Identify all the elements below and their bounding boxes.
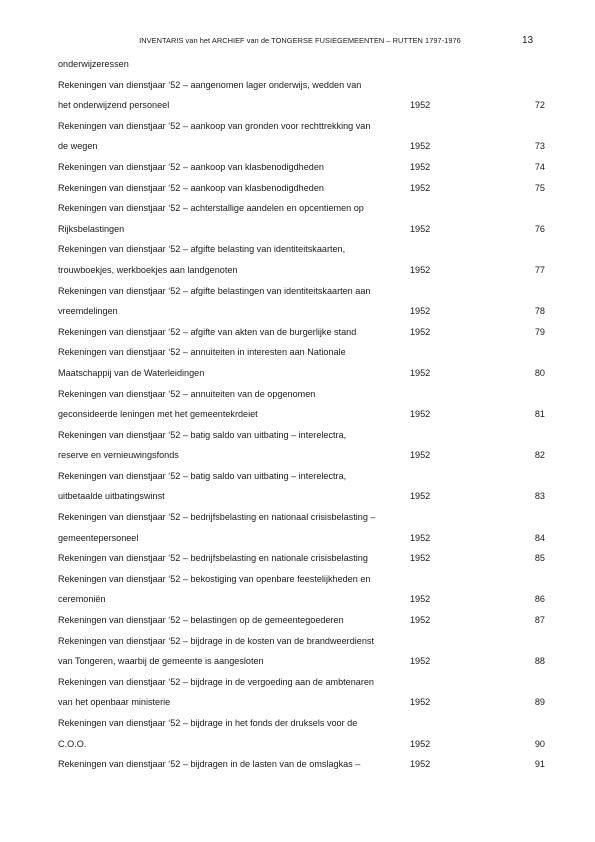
entry-description: Rekeningen van dienstjaar ‘52 – bijdrage in het fonds der druksels voor de — [58, 718, 358, 728]
entry-description: Rekeningen van dienstjaar ‘52 – batig saldo van uitbating – interelectra, — [58, 470, 347, 481]
entry-description: Rekeningen van dienstjaar ‘52 – bijdragen in de lasten van de omslagkas – — [58, 759, 361, 770]
inventory-line — [0, 672, 595, 693]
inventory-line — [0, 342, 595, 363]
inventory-line — [0, 404, 595, 425]
page-header — [0, 36, 595, 48]
inventory-line — [0, 95, 595, 116]
entry-year: 1952 — [410, 532, 431, 543]
inventory-line — [0, 734, 595, 755]
inventory-line — [0, 219, 595, 240]
inventory-line — [0, 136, 595, 157]
inventory-line — [0, 631, 595, 652]
inventory-line — [0, 754, 595, 775]
entry-year: 1952 — [410, 697, 431, 708]
entry-year: 1952 — [410, 738, 431, 749]
entry-year: 1952 — [410, 759, 431, 770]
entry-description: geconsideerde leningen met het gemeentekrdeiet — [58, 409, 258, 420]
entry-inventory-number: 81 — [534, 409, 545, 420]
entry-year: 1952 — [410, 656, 431, 667]
entry-description: van Tongeren, waarbij de gemeente is aangesloten — [58, 656, 264, 667]
entry-description: Rekeningen van dienstjaar ‘52 – aankoop van klasbenodigdheden — [58, 161, 324, 172]
entry-year: 1952 — [410, 100, 431, 111]
entry-inventory-number: 78 — [534, 306, 545, 317]
entry-description: Maatschappij van de Waterleidingen — [58, 367, 205, 378]
entry-inventory-number: 89 — [534, 697, 545, 708]
inventory-line — [0, 363, 595, 384]
inventory-line — [0, 322, 595, 343]
entry-description: Rekeningen van dienstjaar ‘52 – afgifte belasting van identiteitskaarten, — [58, 244, 346, 255]
entry-inventory-number: 84 — [534, 532, 545, 543]
entry-description: C.O.O. — [58, 738, 87, 749]
entry-description: Rekeningen van dienstjaar ‘52 – belastingen op de gemeentegoederen — [58, 615, 344, 626]
entry-year: 1952 — [410, 306, 431, 317]
entry-inventory-number: 87 — [534, 615, 545, 626]
page-number: 13 — [522, 35, 534, 46]
entry-description: Rekeningen van dienstjaar ‘52 – batig saldo van uitbating – interelectra, — [58, 429, 347, 440]
entry-description: Rekeningen van dienstjaar ‘52 – afgifte van akten van de burgerlijke stand — [58, 326, 357, 337]
entry-inventory-number: 83 — [534, 491, 545, 502]
entry-year: 1952 — [410, 141, 431, 152]
entry-description: van het openbaar ministerie — [58, 697, 171, 708]
inventory-line — [0, 610, 595, 631]
entry-description: uitbetaalde uitbatingswinst — [58, 491, 165, 502]
entry-description: het onderwijzend personeel — [58, 100, 170, 111]
inventory-line — [0, 425, 595, 446]
entry-description: gemeentepersoneel — [58, 532, 139, 543]
entry-year: 1952 — [410, 367, 431, 378]
entry-description: Rekeningen van dienstjaar ‘52 – bijdrage in de vergoeding aan de ambtenaren — [58, 676, 374, 687]
inventory-line — [0, 260, 595, 281]
entry-description: Rekeningen van dienstjaar ‘52 – bedrijfsbelasting en nationale crisisbelasting — [58, 553, 368, 564]
inventory-line — [0, 157, 595, 178]
entry-year: 1952 — [410, 594, 431, 605]
entry-inventory-number: 76 — [534, 223, 545, 234]
entry-year: 1952 — [410, 223, 431, 234]
entry-description: Rekeningen van dienstjaar ‘52 – achterstallige aandelen en opcentiemen op — [58, 203, 364, 214]
entry-description: reserve en vernieuwingsfonds — [58, 450, 179, 461]
entry-inventory-number: 85 — [534, 553, 545, 564]
inventory-line — [0, 281, 595, 302]
entry-year: 1952 — [410, 409, 431, 420]
entry-description: vreemdelingen — [58, 306, 118, 317]
inventory-line — [0, 116, 595, 137]
entry-description: Rekeningen van dienstjaar ‘52 – annuiteiten in interesten aan Nationale — [58, 347, 346, 358]
entry-description: trouwboekjes, werkboekjes aan landgenoten — [58, 264, 238, 275]
entry-description: Rekeningen van dienstjaar ‘52 – bedrijfsbelasting en nationaal crisisbelasting – — [58, 512, 376, 523]
entry-description: onderwijzeressen — [58, 59, 129, 69]
entry-description: Rekeningen van dienstjaar ‘52 – aankoop van gronden voor rechttrekking van — [58, 120, 371, 131]
inventory-line — [0, 384, 595, 405]
entry-year: 1952 — [410, 553, 431, 564]
entry-description: Rekeningen van dienstjaar ‘52 – annuiteiten van de opgenomen — [58, 388, 316, 399]
entry-inventory-number: 79 — [534, 326, 545, 337]
entry-year: 1952 — [410, 326, 431, 337]
entry-inventory-number: 88 — [534, 656, 545, 667]
entry-description: ceremoniën — [58, 594, 106, 605]
inventory-line — [0, 486, 595, 507]
entry-description: Rekeningen van dienstjaar ‘52 – bekostiging van openbare feestelijkheden en — [58, 573, 371, 584]
entry-year: 1952 — [410, 450, 431, 461]
entry-year: 1952 — [410, 264, 431, 275]
inventory-line — [0, 589, 595, 610]
inventory-line — [0, 713, 595, 734]
entry-description: de wegen — [58, 141, 98, 152]
entry-description: Rekeningen van dienstjaar ‘52 – bijdrage in de kosten van de brandweerdienst — [58, 635, 374, 646]
inventory-line — [0, 651, 595, 672]
inventory-line — [0, 178, 595, 199]
entry-description: Rekeningen van dienstjaar ‘52 – aangenomen lager onderwijs, wedden van — [58, 79, 362, 90]
entry-inventory-number: 73 — [534, 141, 545, 152]
entry-year: 1952 — [410, 491, 431, 502]
entry-year: 1952 — [410, 161, 431, 172]
inventory-line — [0, 548, 595, 569]
inventory-line — [0, 569, 595, 590]
entry-description: Rekeningen van dienstjaar ‘52 – afgifte belastingen van identiteitskaarten aan — [58, 285, 371, 296]
running-header-title: INVENTARIS van het ARCHIEF van de TONGERSE FUSIEGEMEENTEN – RUTTEN 1797-1976 — [139, 36, 461, 45]
inventory-line — [0, 692, 595, 713]
entry-inventory-number: 74 — [534, 161, 545, 172]
entry-year: 1952 — [410, 615, 431, 626]
entry-inventory-number: 75 — [534, 182, 545, 193]
entry-inventory-number: 90 — [534, 738, 545, 749]
entry-inventory-number: 72 — [534, 100, 545, 111]
entry-year: 1952 — [410, 182, 431, 193]
inventory-line — [0, 75, 595, 96]
inventory-line — [0, 301, 595, 322]
inventory-line — [0, 54, 595, 75]
inventory-line — [0, 507, 595, 528]
entry-description: Rijksbelastingen — [58, 223, 125, 234]
inventory-entry-list — [0, 54, 595, 775]
entry-inventory-number: 80 — [534, 367, 545, 378]
entry-description: Rekeningen van dienstjaar ‘52 – aankoop van klasbenodigdheden — [58, 182, 324, 193]
entry-inventory-number: 91 — [534, 759, 545, 770]
entry-inventory-number: 86 — [534, 594, 545, 605]
inventory-line — [0, 528, 595, 549]
inventory-line — [0, 445, 595, 466]
inventory-line — [0, 198, 595, 219]
inventory-line — [0, 239, 595, 260]
entry-inventory-number: 82 — [534, 450, 545, 461]
entry-inventory-number: 77 — [534, 264, 545, 275]
inventory-line — [0, 466, 595, 487]
